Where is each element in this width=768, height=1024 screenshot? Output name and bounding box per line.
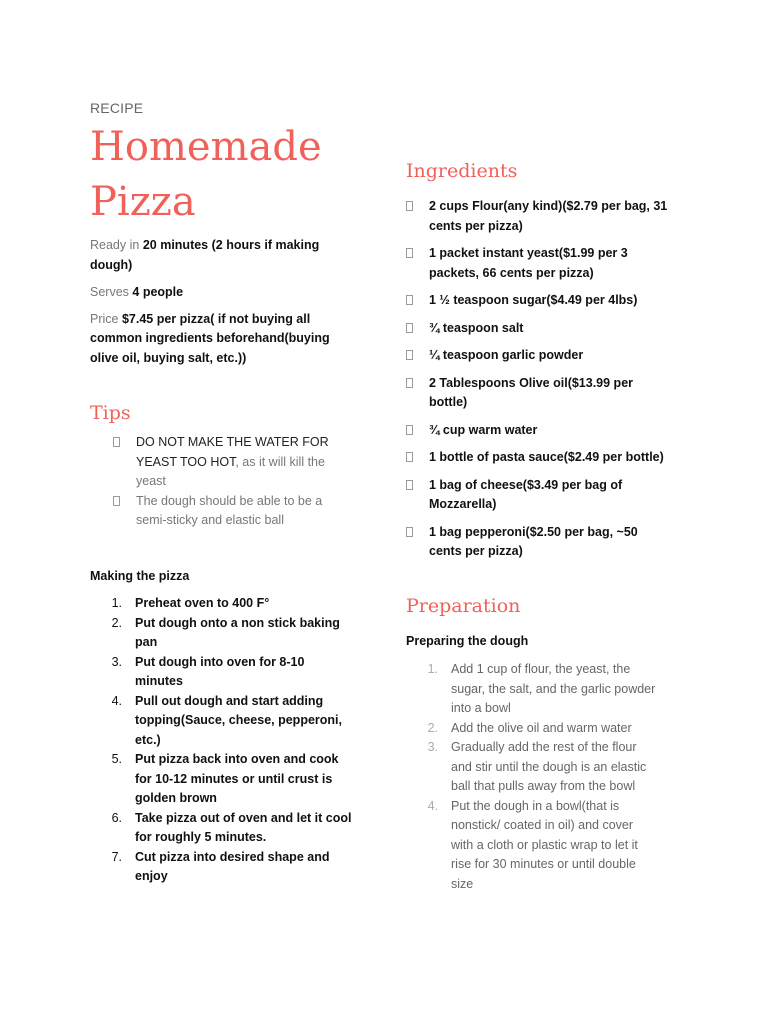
page-title (90, 120, 322, 230)
step-text: nonstick/ coated in oil) and cover (451, 818, 634, 832)
price-value: $7.45 per pizza( if not buying all (121, 311, 311, 326)
step-number: 4. (111, 693, 122, 708)
step-number: 2. (111, 615, 122, 630)
ingredients-list (406, 197, 706, 570)
ingredient-text: 1 packet instant yeast($1.99 per 3 (429, 246, 628, 260)
list-item (90, 653, 375, 692)
ingredient-text: ¼ teaspoon garlic powder (429, 348, 584, 362)
ingredient-text: 1 ½ teaspoon sugar($4.49 per 4lbs) (429, 293, 638, 307)
list-item (406, 244, 706, 283)
list-item (406, 374, 706, 413)
step-text: and stir until the dough is an elastic (451, 759, 647, 774)
bullet-icon (406, 378, 413, 388)
step-text: minutes (135, 674, 183, 688)
list-item (90, 848, 375, 887)
ingredient-text: 2 Tablespoons Olive oil($13.99 per (429, 375, 634, 390)
recipe-eyebrow: RECIPE (90, 100, 144, 116)
step-text: Pull out dough and start adding (135, 693, 324, 708)
price-value: common ingredients beforehand(buying (90, 331, 330, 345)
list-item (90, 809, 375, 848)
list-item (406, 346, 706, 366)
making-steps-list (90, 594, 375, 887)
bullet-icon (113, 496, 120, 506)
tips-list (113, 433, 363, 531)
step-text: golden brown (135, 791, 217, 805)
step-number: 7. (111, 849, 122, 864)
step-text: pan (135, 635, 158, 649)
list-item (90, 750, 375, 809)
step-number: 1. (427, 662, 438, 676)
bullet-icon (406, 425, 413, 435)
step-text: Put pizza back into oven and cook (135, 752, 339, 766)
step-text: Take pizza out of oven and let it cool (135, 810, 352, 825)
list-item (406, 421, 706, 441)
tip-text: semi-sticky and elastic ball (136, 513, 284, 527)
step-text: Add 1 cup of flour, the yeast, the (451, 662, 631, 676)
ingredient-text: 2 cups Flour(any kind)($2.79 per bag, 31 (429, 199, 668, 213)
step-text: Preheat oven to 400 F° (135, 596, 270, 610)
step-text: ball that pulls away from the bowl (451, 779, 636, 793)
tip-text: , as it will kill the (235, 454, 325, 469)
step-text: topping(Sauce, cheese, pepperoni, (135, 713, 342, 727)
serves-value: 4 people (132, 285, 184, 299)
title-line: Homemade (90, 124, 322, 170)
list-item (406, 197, 706, 236)
ready-value: dough) (90, 257, 133, 272)
step-number: 4. (427, 798, 438, 813)
step-text: rise for 30 minutes or until double (451, 857, 636, 871)
step-text: etc.) (135, 732, 161, 747)
step-number: 3. (111, 654, 122, 669)
ingredient-text: 1 bottle of pasta sauce($2.49 per bottle) (429, 450, 664, 464)
ready-label: Ready in (90, 238, 140, 252)
serves-label: Serves (90, 285, 129, 299)
price-value: olive oil, buying salt, etc.)) (90, 350, 247, 365)
list-item (406, 738, 706, 797)
step-text: Put the dough in a bowl(that is (451, 798, 620, 813)
step-text: for roughly 5 minutes. (135, 830, 267, 844)
title-line: Pizza (90, 179, 196, 225)
list-item (406, 476, 706, 515)
price (90, 310, 360, 369)
ingredient-text: 1 bag of cheese($3.49 per bag of (429, 477, 623, 492)
tip-text-strong: YEAST TOO HOT (136, 454, 236, 469)
recipe-meta (90, 236, 360, 368)
tip-text: yeast (136, 474, 166, 488)
making-heading: Making the pizza (90, 569, 190, 583)
ingredient-text: bottle) (429, 395, 468, 409)
preparation-heading: Preparation (406, 595, 521, 617)
ingredient-text: cents per pizza) (429, 544, 523, 558)
step-text: for 10-12 minutes or until crust is (135, 771, 333, 786)
list-item (90, 692, 375, 751)
list-item (406, 523, 706, 562)
list-item (113, 433, 363, 492)
step-number: 2. (427, 720, 438, 735)
list-item (90, 594, 375, 614)
bullet-icon (406, 201, 413, 211)
tips-heading: Tips (90, 402, 131, 424)
list-item (406, 319, 706, 339)
list-item (406, 797, 706, 895)
bullet-icon (406, 452, 413, 462)
step-text: size (451, 876, 474, 891)
step-number: 3. (427, 740, 438, 754)
ingredient-text: ¾ cup warm water (429, 422, 538, 437)
serves (90, 283, 360, 303)
preparation-subheading: Preparing the dough (406, 634, 529, 648)
ingredient-text: cents per pizza) (429, 218, 523, 233)
ready-in (90, 236, 360, 275)
step-text: with a cloth or plastic wrap to let it (451, 837, 638, 852)
ingredient-text: 1 bag pepperoni($2.50 per bag, ~50 (429, 524, 638, 539)
ingredient-text: Mozzarella) (429, 497, 497, 511)
bullet-icon (406, 248, 413, 258)
tip-text-strong: DO NOT MAKE THE WATER FOR (136, 435, 329, 449)
step-text: Put dough onto a non stick baking (135, 615, 340, 630)
tip-text: The dough should be able to be a (136, 493, 323, 508)
step-text: Add the olive oil and warm water (451, 720, 632, 735)
list-item (406, 719, 706, 739)
step-text: enjoy (135, 869, 168, 883)
bullet-icon (406, 295, 413, 305)
step-number: 6. (111, 810, 122, 825)
step-text: Gradually add the rest of the flour (451, 740, 637, 754)
ready-value: 20 minutes (2 hours if making (142, 238, 320, 252)
list-item (406, 291, 706, 311)
ingredient-text: ¾ teaspoon salt (429, 320, 524, 335)
price-label: Price (90, 311, 119, 326)
step-text: into a bowl (451, 701, 511, 715)
preparation-steps-list (406, 660, 706, 894)
ingredient-text: packets, 66 cents per pizza) (429, 265, 594, 280)
list-item (406, 660, 706, 719)
bullet-icon (406, 350, 413, 360)
bullet-icon (406, 480, 413, 490)
bullet-icon (406, 323, 413, 333)
step-text: sugar, the salt, and the garlic powder (451, 681, 656, 696)
list-item (113, 492, 363, 531)
step-text: Put dough into oven for 8-10 (135, 654, 305, 669)
step-number: 5. (111, 752, 122, 766)
list-item (90, 614, 375, 653)
ingredients-heading: Ingredients (406, 160, 518, 182)
list-item (406, 448, 706, 468)
step-text: Cut pizza into desired shape and (135, 849, 330, 864)
bullet-icon (406, 527, 413, 537)
bullet-icon (113, 437, 120, 447)
step-number: 1. (111, 596, 122, 610)
